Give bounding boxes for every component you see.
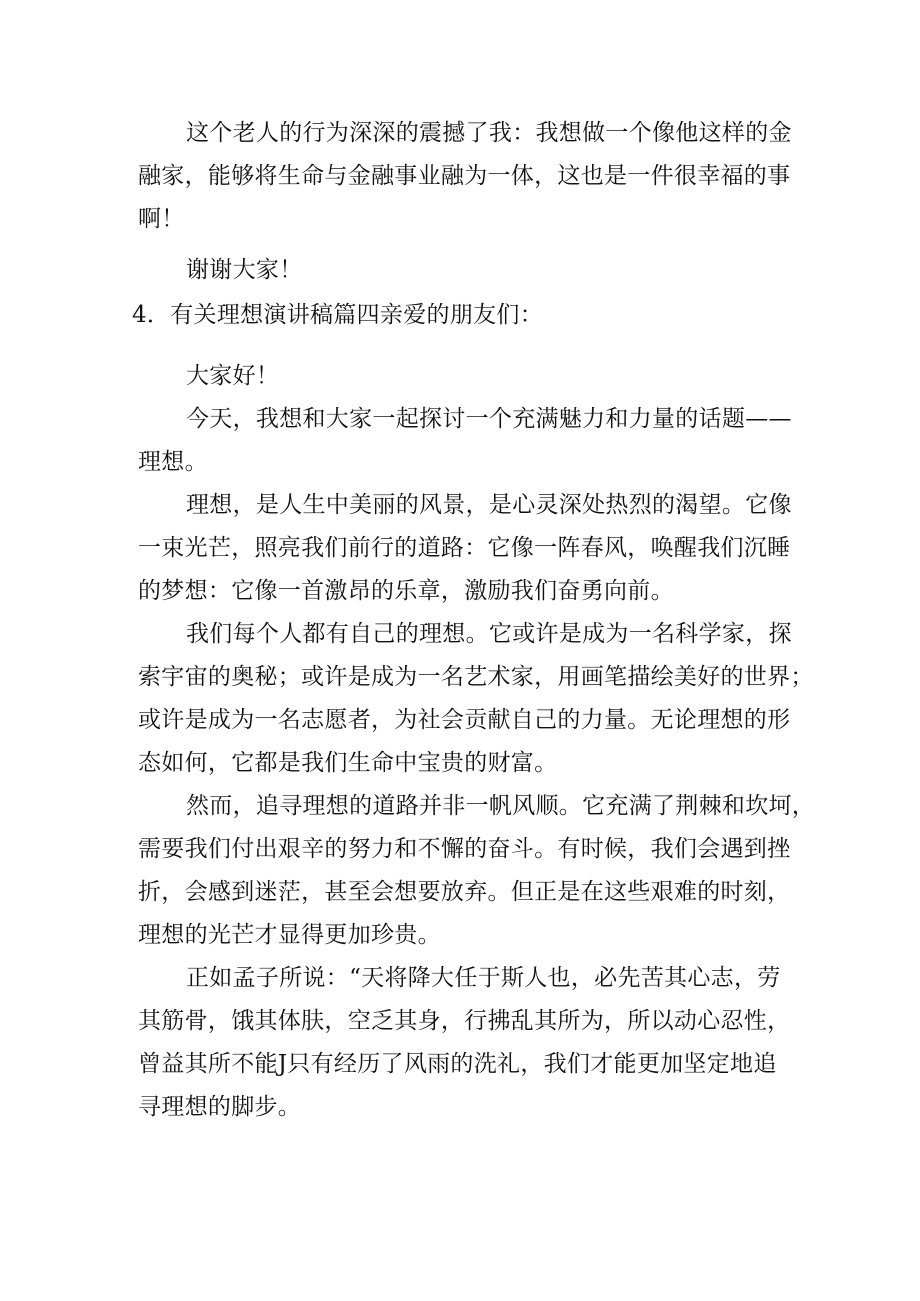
paragraph-line: 正如孟子所说：“天将降大任于斯人也，必先苦其心志，劳 [186, 965, 781, 991]
paragraph-line: 或许是成为一名志愿者，为社会贡献自己的力量。无论理想的形 [138, 707, 791, 733]
section-heading: 4．有关理想演讲稿篇四亲爱的朋友们： [132, 302, 544, 328]
paragraph-gap [138, 337, 788, 355]
greeting-line: 大家好！ [186, 363, 280, 389]
document-body [132, 112, 816, 1129]
paragraph-line: 理想。 [138, 449, 208, 475]
paragraph-line: 折，会感到迷茫，甚至会想要放弃。但正是在这些艰难的时刻， [138, 879, 791, 905]
paragraph-line: 理想，是人生中美丽的风景，是心灵深处热烈的渴望。它像 [186, 492, 792, 518]
paragraph-line: 然而，追寻理想的道路并非一帆风顺。它充满了荆棘和坎坷， [186, 793, 816, 819]
paragraph-line: 理想的光芒才显得更加珍贵。 [138, 922, 441, 948]
paragraph-line: 一束光芒，照亮我们前行的道路：它像一阵春风，唤醒我们沉睡 [138, 535, 791, 561]
closing-line: 谢谢大家！ [186, 257, 303, 283]
paragraph-line: 态如何，它都是我们生命中宝贵的财富。 [138, 750, 558, 776]
paragraph-line: 的梦想：它像一首激昂的乐章，激励我们奋勇向前。 [138, 578, 674, 604]
paragraph-line: 曾益其所不能J只有经历了风雨的洗礼，我们才能更加坚定地追 [138, 1051, 777, 1077]
paragraph-line: 这个老人的行为深深的震撼了我：我想做一个像他这样的金 [186, 120, 792, 146]
paragraph-line: 需要我们付出艰辛的努力和不懈的奋斗。有时候，我们会遇到挫 [138, 836, 791, 862]
paragraph-line: 索宇宙的奥秘；或许是成为一名艺术家，用画笔描绘美好的世界； [138, 664, 814, 690]
paragraph-line: 啊！ [138, 206, 185, 232]
paragraph-gap [138, 241, 788, 249]
paragraph-line: 我们每个人都有自己的理想。它或许是成为一名科学家，探 [186, 621, 792, 647]
paragraph-line: 融家，能够将生命与金融事业融为一体，这也是一件很幸福的事 [138, 163, 791, 189]
paragraph-line: 今天，我想和大家一起探讨一个充满魅力和力量的话题—— [186, 406, 792, 432]
paragraph-line: 寻理想的脚步。 [138, 1094, 302, 1120]
paragraph-line: 其筋骨，饿其体肤，空乏其身，行拂乱其所为，所以动心忍性， [138, 1008, 791, 1034]
